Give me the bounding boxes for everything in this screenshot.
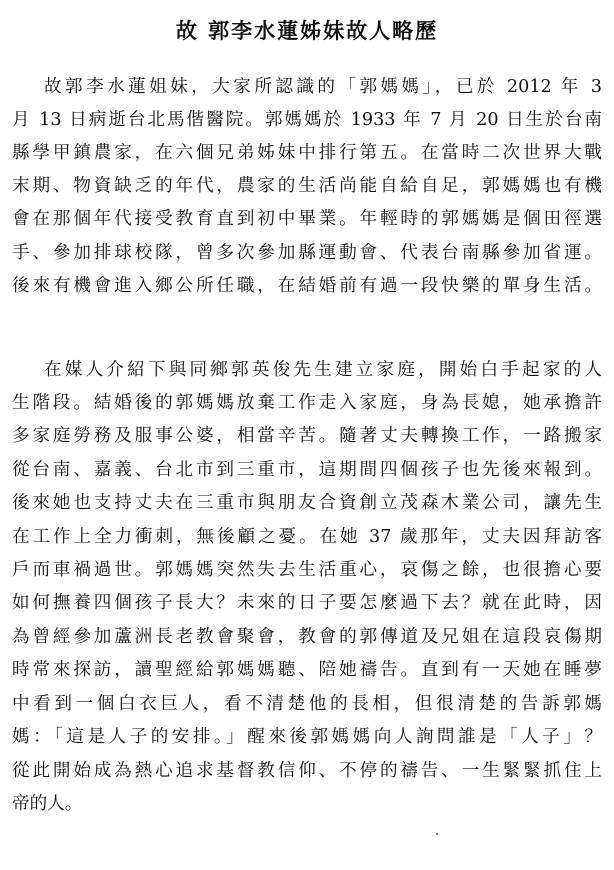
paragraph-2-line-9: 為曾經參加蘆洲長老教會聚會，教會的郭傳道及兄姐在這段哀傷期: [12, 627, 602, 647]
paragraph-1-line-1: 故郭李水蓮姐妹，大家所認識的「郭媽媽」，已於 2012 年 3: [44, 77, 602, 97]
paragraph-2-line-11: 中看到一個白衣巨人，看不清楚他的長相，但很清楚的告訴郭媽: [12, 694, 602, 714]
paragraph-1-line-2: 月 13 日病逝台北馬偕醫院。郭媽媽於 1933 年 7 月 20 日生於台南: [12, 110, 602, 130]
document-title: 故 郭李水蓮姊妹故人略歷: [175, 18, 439, 43]
paragraph-2-line-2: 生階段。結婚後的郭媽媽放棄工作走入家庭，身為長媳，她承擔許: [12, 393, 602, 413]
paragraph-2-line-5: 後來她也支持丈夫在三重市與朋友合資創立茂森木業公司，讓先生: [12, 493, 602, 513]
paragraph-2-line-1: 在媒人介紹下與同鄉郭英俊先生建立家庭，開始白手起家的人: [44, 360, 602, 380]
paragraph-2-line-7: 戶而車禍過世。郭媽媽突然失去生活重心，哀傷之餘，也很擔心要: [12, 560, 602, 580]
paragraph-1-line-7: 後來有機會進入鄉公所任職，在結婚前有過一段快樂的單身生活。: [12, 276, 602, 296]
paragraph-2-line-10: 時常來探訪，讀聖經給郭媽媽聽、陪她禱告。直到有一天她在睡夢: [12, 660, 602, 680]
paragraph-2-line-8: 如何撫養四個孩子長大？未來的日子要怎麼過下去？就在此時，因: [12, 593, 602, 613]
paragraph-2-line-3: 多家庭勞務及服事公婆，相當辛苦。隨著丈夫轉換工作，一路搬家: [12, 426, 602, 446]
paragraph-1-line-4: 末期、物資缺乏的年代，農家的生活尚能自給自足，郭媽媽也有機: [12, 176, 602, 196]
paragraph-1-line-5: 會在那個年代接受教育直到初中畢業。年輕時的郭媽媽是個田徑選: [12, 209, 602, 229]
paragraph-2-line-14: 帝的人。: [12, 794, 83, 814]
paragraph-2-line-13: 從此開始成為熱心追求基督教信仰、不停的禱告、一生緊緊抓住上: [12, 761, 602, 781]
paragraph-2-line-12: 媽：「這是人子的安排。」醒來後郭媽媽向人詢問誰是「人子」？: [12, 727, 602, 747]
paragraph-1-line-3: 縣學甲鎮農家，在六個兄弟姊妹中排行第五。在當時二次世界大戰: [12, 143, 602, 163]
scan-speck: [436, 833, 438, 835]
paragraph-2-line-4: 從台南、嘉義、台北市到三重市，這期間四個孩子也先後來報到。: [12, 460, 602, 480]
paragraph-1-line-6: 手、參加排球校隊，曾多次參加縣運動會、代表台南縣參加省運。: [12, 243, 602, 263]
paragraph-2-line-6: 在工作上全力衝刺，無後顧之憂。在她 37 歲那年，丈夫因拜訪客: [12, 527, 602, 547]
